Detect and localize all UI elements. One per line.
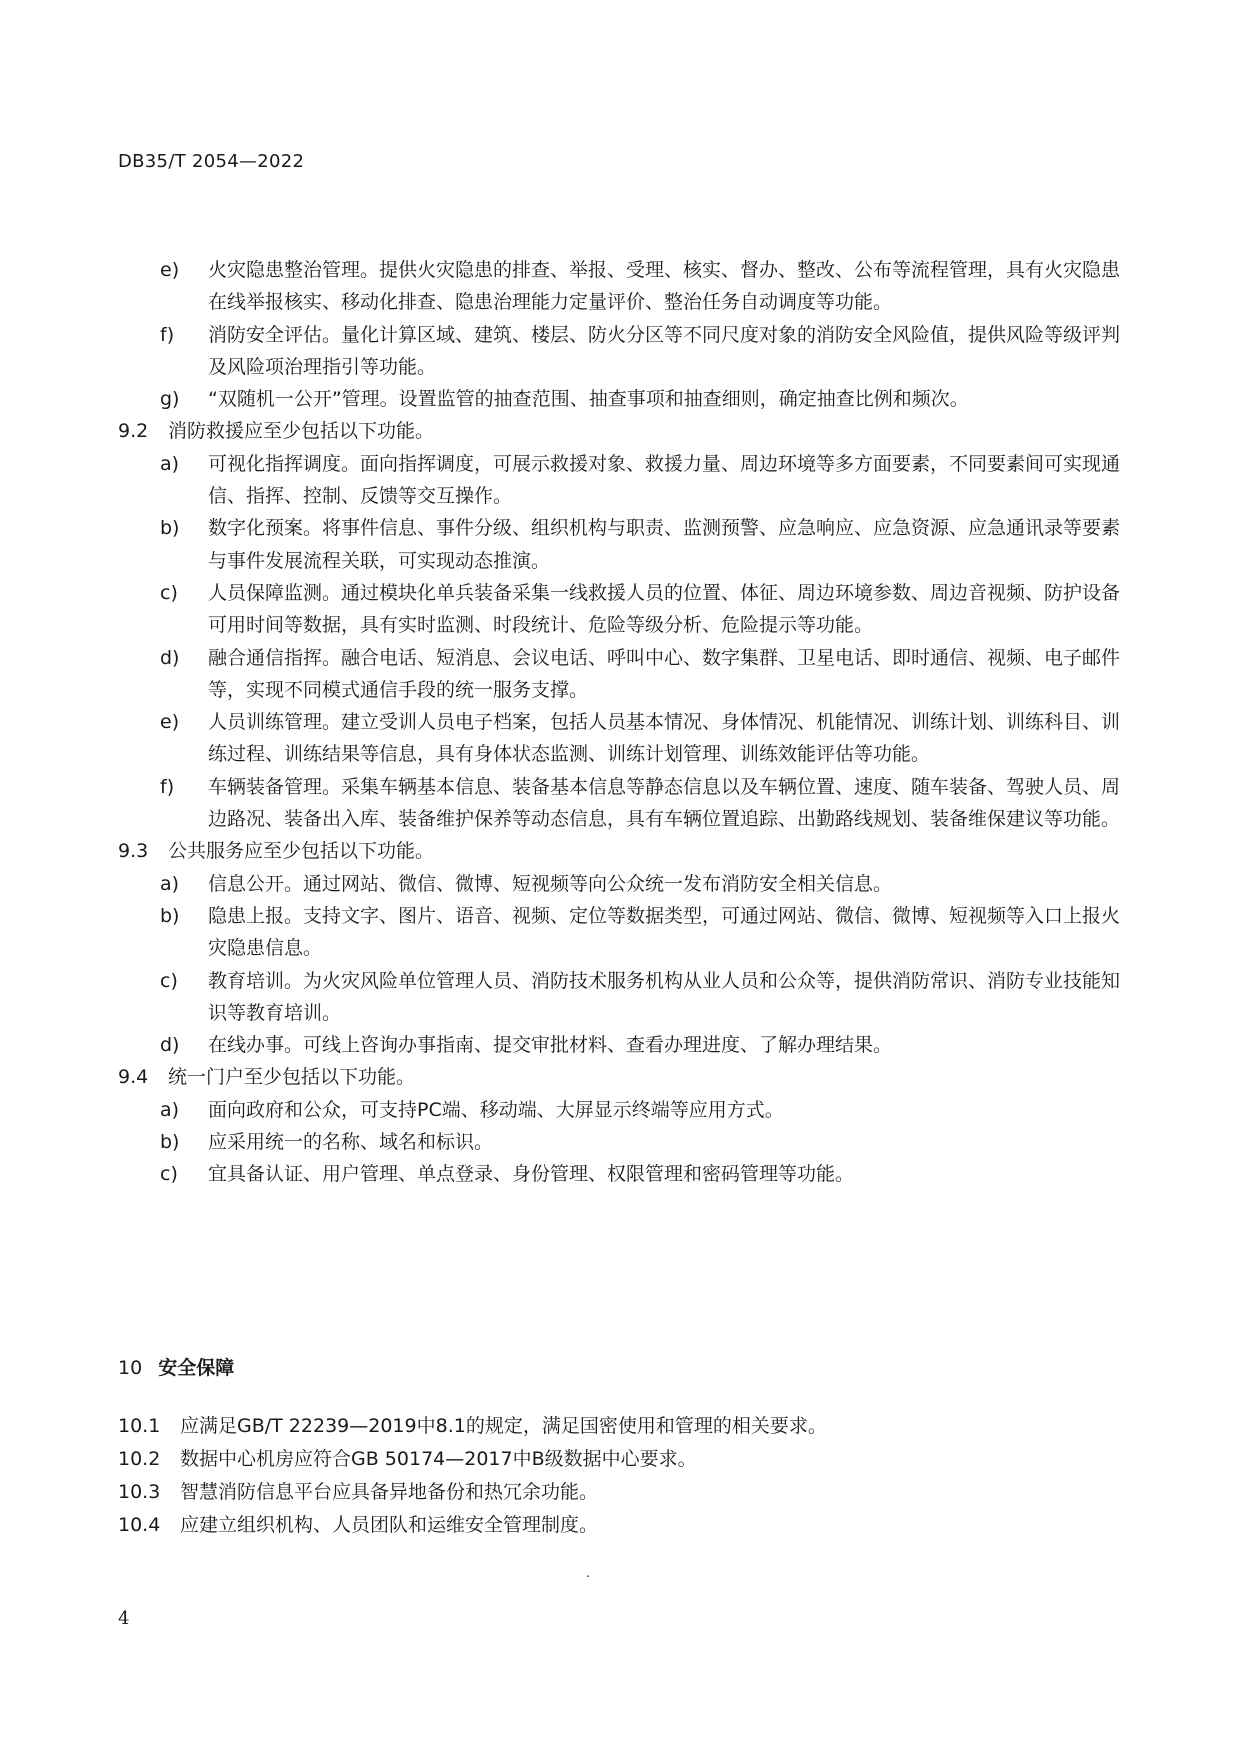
- list-item: [118, 771, 1130, 836]
- item-marker: a): [160, 872, 180, 895]
- clause-text: 数据中心机房应符合GB 50174—2017中B级数据中心要求。: [180, 1448, 697, 1470]
- clause-text: 智慧消防信息平台应具备异地备份和热冗余功能。: [180, 1481, 599, 1503]
- list-item: [118, 254, 1130, 319]
- clause-number: 10.3: [118, 1481, 161, 1503]
- item-text: 车辆装备管理。采集车辆基本信息、装备基本信息等静态信息以及车辆位置、速度、随车装备、驾驶人员、周边路况、装备出入库、装备维护保养等动态信息，具有车辆位置追踪、出勤路线规划、装备维保建议等功能。: [208, 775, 1121, 831]
- item-text: 人员保障监测。通过模块化单兵装备采集一线救援人员的位置、体征、周边环境参数、周边音视频、防护设备可用时间等数据，具有实时监测、时段统计、危险等级分析、危险提示等功能。: [208, 581, 1121, 637]
- list-item: [118, 642, 1130, 707]
- document-code: DB35/T 2054—2022: [118, 151, 305, 172]
- clause-number: 9.4: [118, 1066, 149, 1089]
- item-text: 人员训练管理。建立受训人员电子档案，包括人员基本情况、身体情况、机能情况、训练计划、训练科目、训练过程、训练结果等信息，具有身体状态监测、训练计划管理、训练效能评估等功能。: [208, 711, 1121, 766]
- list-item: [118, 1029, 1130, 1061]
- item-marker: e): [160, 259, 180, 281]
- document-body: [118, 254, 1130, 1191]
- clause-10-2: [118, 1443, 1130, 1476]
- item-marker: c): [160, 581, 178, 604]
- item-marker: a): [160, 452, 180, 475]
- item-marker: b): [160, 517, 180, 540]
- item-text: 应采用统一的名称、域名和标识。: [208, 1131, 494, 1154]
- list-item: [118, 383, 1130, 415]
- item-marker: e): [160, 711, 180, 734]
- item-marker: a): [160, 1098, 180, 1121]
- clause-9-4: [118, 1061, 1130, 1093]
- page-number: 4: [118, 1608, 130, 1629]
- clause-10-3: [118, 1476, 1130, 1509]
- chapter-heading: [118, 1353, 234, 1380]
- chapter-title: 安全保障: [158, 1357, 235, 1379]
- list-item: [118, 706, 1130, 771]
- list-item: [118, 1094, 1130, 1126]
- list-item: [118, 965, 1130, 1030]
- item-text: 面向政府和公众，可支持PC端、移动端、大屏显示终端等应用方式。: [208, 1098, 784, 1121]
- clause-10-4: [118, 1509, 1130, 1542]
- item-marker: d): [160, 646, 180, 669]
- item-text: 数字化预案。将事件信息、事件分级、组织机构与职责、监测预警、应急响应、应急资源、应急通讯录等要素与事件发展流程关联，可实现动态推演。: [208, 517, 1121, 572]
- item-text: 信息公开。通过网站、微信、微博、短视频等向公众统一发布消防安全相关信息。: [208, 872, 893, 895]
- clause-10-1: [118, 1410, 1130, 1443]
- clause-number: 9.3: [118, 840, 149, 863]
- clause-text: 应满足GB/T 22239—2019中8.1的规定，满足国密使用和管理的相关要求。: [180, 1415, 827, 1437]
- item-marker: b): [160, 904, 180, 927]
- footer-dot: .: [586, 1566, 590, 1580]
- list-item: [118, 448, 1130, 513]
- list-item: [118, 1126, 1130, 1158]
- clause-number: 9.2: [118, 420, 149, 443]
- item-text: 教育培训。为火灾风险单位管理人员、消防技术服务机构从业人员和公众等，提供消防常识、消防专业技能知识等教育培训。: [208, 969, 1121, 1024]
- clause-text: 统一门户至少包括以下功能。: [168, 1066, 416, 1089]
- list-item: [118, 512, 1130, 577]
- item-text: 宜具备认证、用户管理、单点登录、身份管理、权限管理和密码管理等功能。: [208, 1163, 855, 1186]
- item-text: 隐患上报。支持文字、图片、语音、视频、定位等数据类型，可通过网站、微信、微博、短视频等入口上报火灾隐患信息。: [208, 904, 1121, 960]
- item-marker: c): [160, 1163, 178, 1186]
- item-marker: f): [160, 323, 175, 346]
- chapter-number: 10: [118, 1357, 143, 1379]
- clause-number: 10.2: [118, 1448, 161, 1470]
- list-item: [118, 319, 1130, 384]
- item-text: 消防安全评估。量化计算区域、建筑、楼层、防火分区等不同尺度对象的消防安全风险值，提供风险等级评判及风险项治理指引等功能。: [208, 323, 1121, 378]
- item-marker: d): [160, 1034, 180, 1057]
- item-marker: g): [160, 388, 180, 411]
- list-item: [118, 1158, 1130, 1190]
- clause-text: 消防救援应至少包括以下功能。: [168, 420, 435, 443]
- list-item: [118, 868, 1130, 900]
- chapter-10-body: [118, 1410, 1130, 1542]
- item-text: 可视化指挥调度。面向指挥调度，可展示救援对象、救援力量、周边环境等多方面要素，不同要素间可实现通信、指挥、控制、反馈等交互操作。: [208, 452, 1121, 508]
- clause-number: 10.1: [118, 1415, 161, 1437]
- item-marker: c): [160, 969, 178, 992]
- item-text: 火灾隐患整治管理。提供火灾隐患的排查、举报、受理、核实、督办、整改、公布等流程管理，具有火灾隐患在线举报核实、移动化排查、隐患治理能力定量评价、整治任务自动调度等功能。: [208, 259, 1121, 314]
- item-text: “双随机一公开”管理。设置监管的抽查范围、抽查事项和抽查细则，确定抽查比例和频次。: [208, 388, 969, 411]
- clause-9-3: [118, 835, 1130, 867]
- item-text: 在线办事。可线上咨询办事指南、提交审批材料、查看办理进度、了解办理结果。: [208, 1034, 893, 1057]
- clause-9-2: [118, 415, 1130, 447]
- list-item: [118, 900, 1130, 965]
- clause-number: 10.4: [118, 1514, 161, 1536]
- item-text: 融合通信指挥。融合电话、短消息、会议电话、呼叫中心、数字集群、卫星电话、即时通信、视频、电子邮件等，实现不同模式通信手段的统一服务支撑。: [208, 646, 1121, 701]
- clause-text: 公共服务应至少包括以下功能。: [168, 840, 435, 863]
- list-item: [118, 577, 1130, 642]
- item-marker: f): [160, 775, 175, 798]
- item-marker: b): [160, 1131, 180, 1154]
- clause-text: 应建立组织机构、人员团队和运维安全管理制度。: [180, 1514, 599, 1536]
